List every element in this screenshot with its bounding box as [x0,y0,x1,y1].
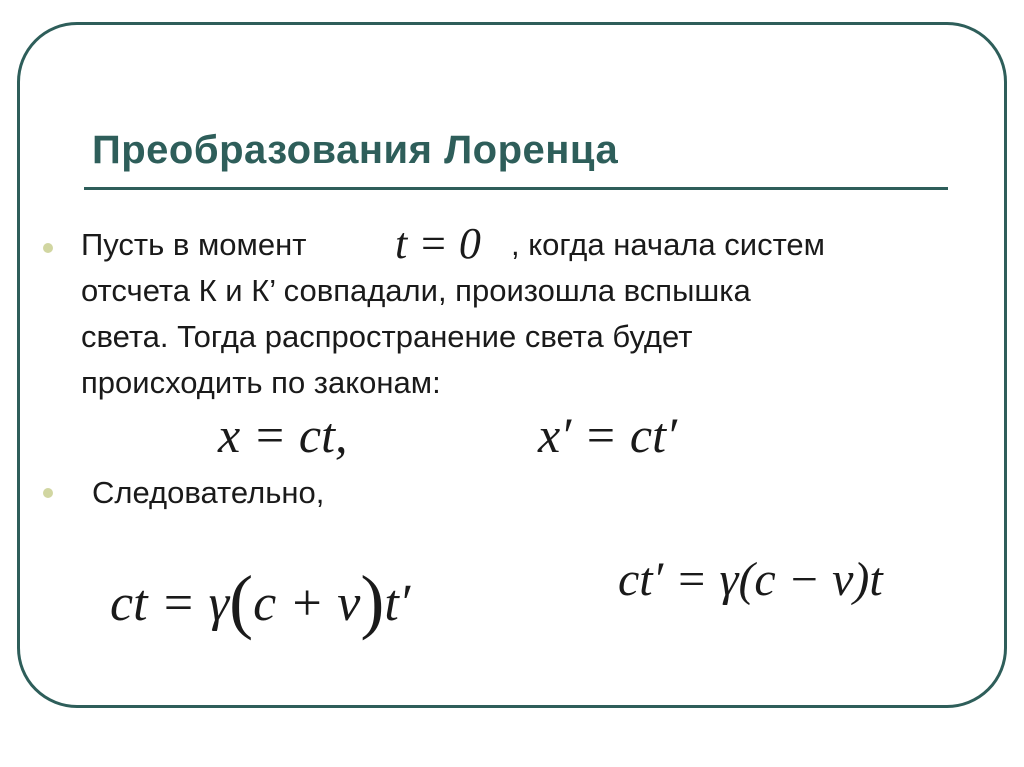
paragraph1-line3: света. Тогда распространение света будет [81,319,693,354]
result-eq1-lhs: ct = γ [110,575,230,632]
result-eq1-rhs: t′ [384,575,411,632]
result-eq1-inner: c + v [253,575,361,632]
result-equation-2: ct′ = γ(c − v)t [618,553,883,606]
bullet-dot-icon [43,243,53,253]
paragraph1-line1-start: Пусть в момент [81,227,307,262]
result-eq1-close-paren: ) [360,561,385,641]
paragraph1-line2: отсчета К и К’ совпадали, произошла вспышка [81,273,751,308]
paragraph2: Следовательно, [92,475,325,510]
paragraph1-line4: происходить по законам: [81,365,441,400]
slide-title: Преобразования Лоренца [92,128,619,172]
inline-formula-t-zero: t = 0 [395,219,481,268]
result-eq1-open-paren: ( [229,561,254,641]
result-equation-1 [110,560,411,641]
bullet-dot-icon [43,488,53,498]
law-equation-2: x′ = ct′ [538,407,677,463]
title-underline [84,187,948,190]
law-equation-1: x = ct, [218,407,348,463]
paragraph1-line1-end: , когда начала систем [511,227,825,262]
